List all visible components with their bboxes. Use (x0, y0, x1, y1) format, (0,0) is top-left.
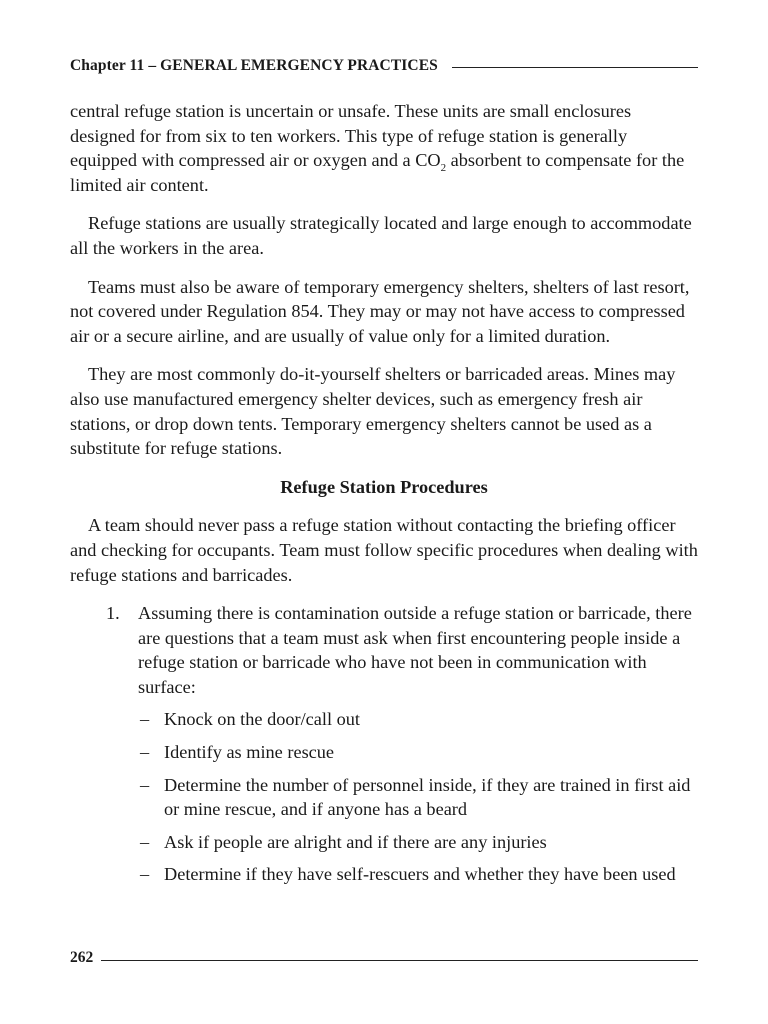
page-body (70, 99, 698, 895)
dash-bullet: – (140, 709, 150, 730)
paragraph-text: central refuge station is uncertain or unsafe. These units are small enclosures designed for from six to ten workers. This type of refuge station is generally equipped with compressed air or oxygen and a CO (70, 101, 632, 171)
list-number: 1. (106, 603, 120, 624)
dash-bullet: – (140, 742, 150, 763)
section-intro: A team should never pass a refuge station without contacting the briefing officer and checking for occupants. Team must follow specific procedures when dealing with refuge stations and barricades. (70, 515, 698, 585)
dash-list-item (70, 707, 698, 732)
dash-item-text: Determine the number of personnel inside, if they are trained in first aid or mine rescue, and if anyone has a beard (164, 774, 691, 820)
dash-item-text: Determine if they have self-rescuers and whether they have been used (164, 864, 676, 885)
dash-item-text: Knock on the door/call out (164, 709, 360, 730)
chapter-title: Chapter 11 – GENERAL EMERGENCY PRACTICES (70, 57, 438, 74)
dash-list-item (70, 740, 698, 765)
numbered-list-item (70, 601, 698, 699)
footer-rule (101, 960, 698, 961)
header-rule (452, 67, 698, 68)
dash-bullet: – (140, 831, 150, 852)
dash-item-text: Ask if people are alright and if there are any injuries (164, 831, 547, 852)
paragraph-shelter-types: They are most commonly do-it-yourself shelters or barricaded areas. Mines may also use manufactured emergency shelter devices, such as emergency fresh air stations, or drop down tents. Temporary emergency shelters cannot be used as a substitute for refuge stations. (70, 364, 676, 459)
dash-bullet: – (140, 864, 150, 885)
dash-list-item (70, 830, 698, 855)
paragraph-continuation (70, 99, 698, 197)
paragraph-refuge-location: Refuge stations are usually strategically located and large enough to accommodate all the workers in the area. (70, 213, 692, 258)
dash-list-item (70, 862, 698, 887)
page-number: 262 (70, 949, 94, 966)
paragraph-temporary-shelters: Teams must also be aware of temporary emergency shelters, shelters of last resort, not covered under Regulation 854. They may or may not have access to compressed air or a secure airline, and are usually of value only for a limited duration. (70, 276, 690, 346)
running-header (70, 54, 698, 78)
running-footer (70, 946, 698, 970)
dash-list-item (70, 773, 698, 822)
section-heading: Refuge Station Procedures (280, 476, 488, 497)
dash-bullet: – (140, 774, 150, 795)
subscript-2: 2 (440, 162, 447, 175)
list-item-text: Assuming there is contamination outside a refuge station or barricade, there are questions that a team must ask when first encountering people inside a refuge station or barricade who have not been in communication with surface: (138, 603, 692, 697)
paragraph-text-end: absorbent to compensate for the limited air content. (70, 150, 685, 195)
dash-item-text: Identify as mine rescue (164, 742, 335, 763)
